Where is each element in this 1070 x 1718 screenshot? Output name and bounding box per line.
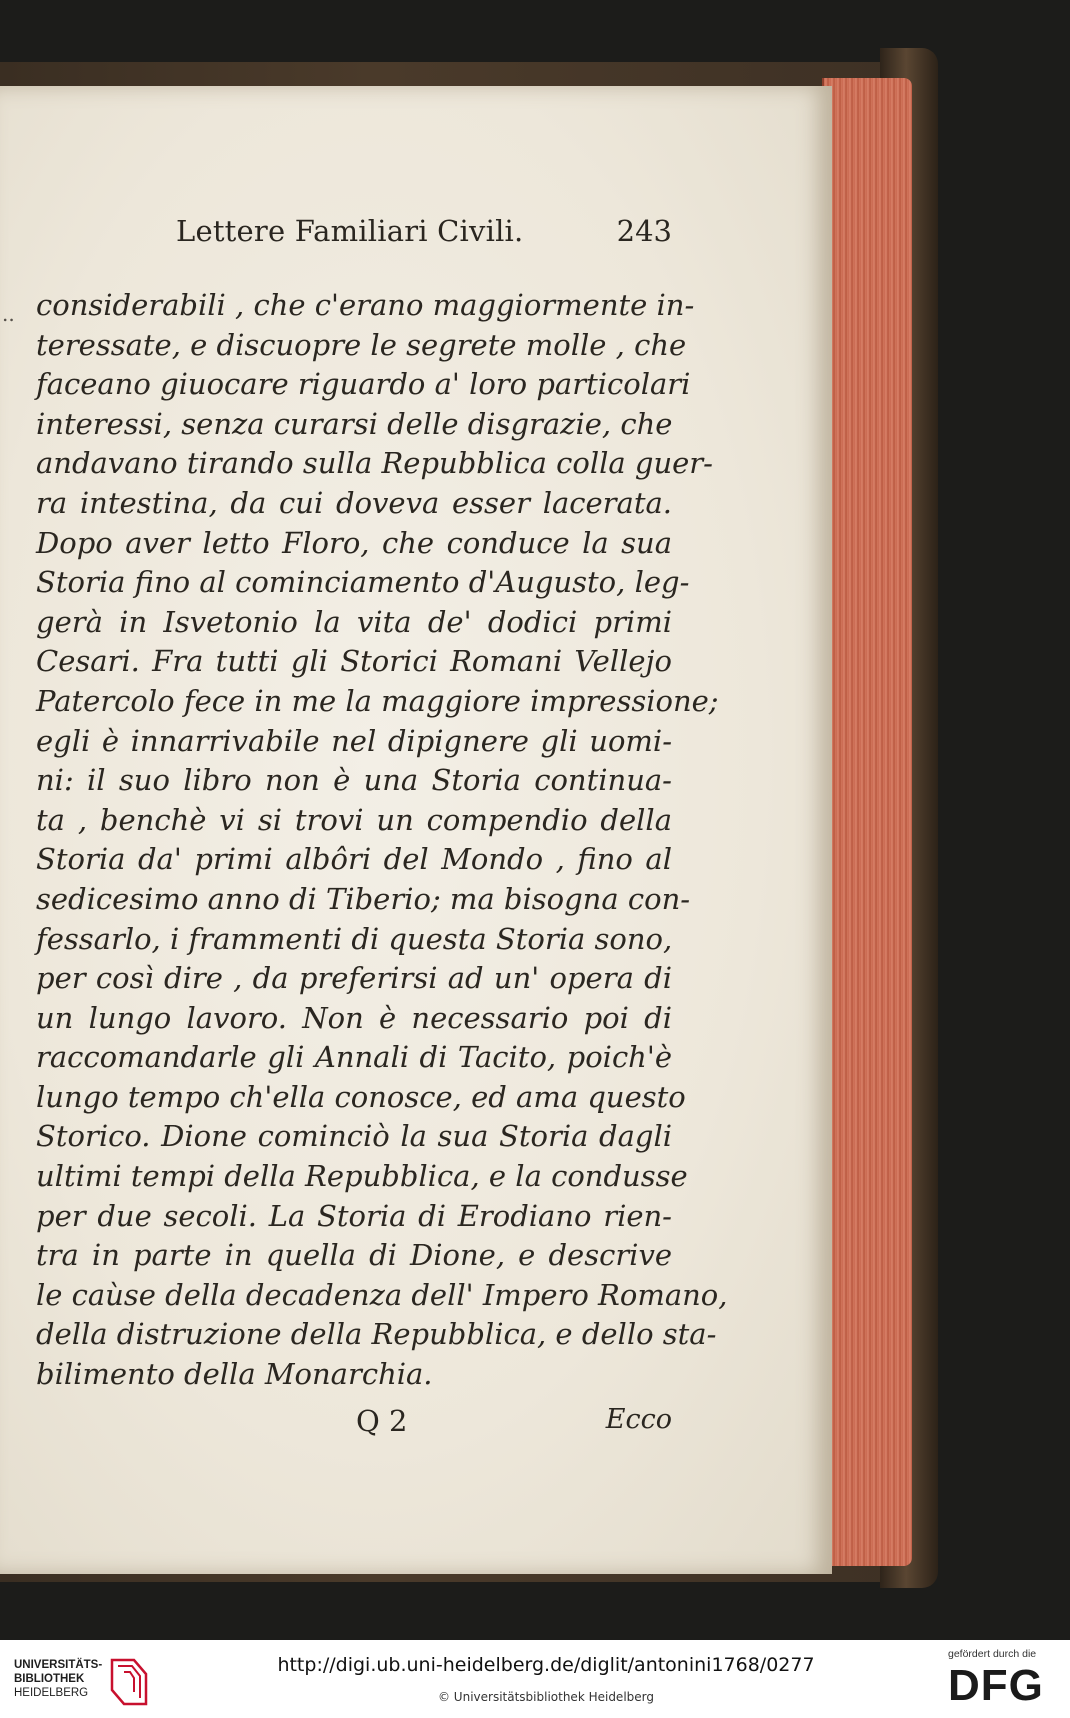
text-line: per così dire , da preferirsi ad un' opera di (36, 961, 672, 996)
dfg-logo: DFG (948, 1661, 1044, 1710)
text-line: Storico. Dione cominciò la sua Storia dagli (36, 1119, 672, 1154)
page-header (176, 214, 672, 264)
text-line: della distruzione della Repubblica, e dello sta- (36, 1317, 717, 1352)
library-logo-line: BIBLIOTHEK (14, 1673, 85, 1685)
funding-label: gefördert durch die (948, 1648, 1037, 1660)
text-line: ultimi tempi della Repubblica, e la condusse (36, 1159, 688, 1194)
copyright-notice: © Universitätsbibliothek Heidelberg (437, 1690, 654, 1704)
text-line: gerà in Isvetonio la vita de' dodici primi (36, 604, 672, 639)
text-line: fessarlo, i frammenti di questa Storia sono, (36, 921, 673, 956)
text-line: lungo tempo ch'ella conosce, ed ama questo (36, 1079, 686, 1114)
page-footer (356, 1404, 672, 1444)
body-text (36, 286, 728, 1395)
text-line: ra intestina, da cui doveva esser lacerata. (36, 485, 672, 520)
library-logo (14, 1658, 110, 1700)
text-line: considerabili , che c'erano maggiormente in- (36, 288, 695, 322)
text-line: raccomandarle gli Annali di Tacito, poich'è (36, 1040, 672, 1075)
red-page-edges (822, 78, 912, 1566)
text-line: un lungo lavoro. Non è necessario poi di (36, 1000, 672, 1035)
library-mark-icon (108, 1654, 150, 1708)
text-line: interessi, senza curarsi delle disgrazie, che (36, 406, 673, 441)
text-line: Storia fino al cominciamento d'Augusto, leg- (36, 565, 690, 600)
library-logo-line: UNIVERSITÄTS- (14, 1659, 103, 1671)
text-line: per due secoli. La Storia di Erodiano rien- (36, 1198, 672, 1233)
permalink-url[interactable]: http://digi.ub.uni-heidelberg.de/diglit/antonini1768/0277 (277, 1654, 815, 1676)
text-line: ta , benchè vi si trovi un compendio della (36, 802, 672, 837)
signature-mark: Q 2 (356, 1404, 408, 1438)
text-line: bilimento della Monarchia. (36, 1357, 433, 1392)
text-line: ni: il suo libro non è una Storia continua- (36, 763, 672, 798)
library-logo-line: HEIDELBERG (14, 1687, 89, 1699)
text-line: tra in parte in quella di Dione, e descrive (36, 1238, 672, 1273)
text-line: sedicesimo anno di Tiberio; ma bisogna con- (36, 881, 691, 916)
text-line: Storia da' primi albôri del Mondo , fino al (36, 842, 672, 877)
running-title: Lettere Familiari Civili. (176, 214, 524, 248)
viewer-info-bar (0, 1640, 1070, 1718)
margin-mark: .. (2, 302, 15, 326)
page-number: 243 (616, 214, 672, 248)
text-line: teressate, e discuopre le segrete molle , che (36, 327, 687, 362)
text-line: le caùse della decadenza dell' Impero Romano, (36, 1277, 728, 1312)
text-line: faceano giuocare riguardo a' loro particolari (36, 367, 691, 402)
text-line: Dopo aver letto Floro, che conduce la sua (36, 525, 672, 560)
text-line: andavano tirando sulla Repubblica colla guer- (36, 446, 713, 481)
text-line: egli è innarrivabile nel dipignere gli uomi- (36, 723, 672, 758)
catchword: Ecco (605, 1404, 672, 1435)
text-line: Cesari. Fra tutti gli Storici Romani Vellejo (36, 644, 672, 679)
text-line: Patercolo fece in me la maggiore impressione; (36, 683, 719, 718)
